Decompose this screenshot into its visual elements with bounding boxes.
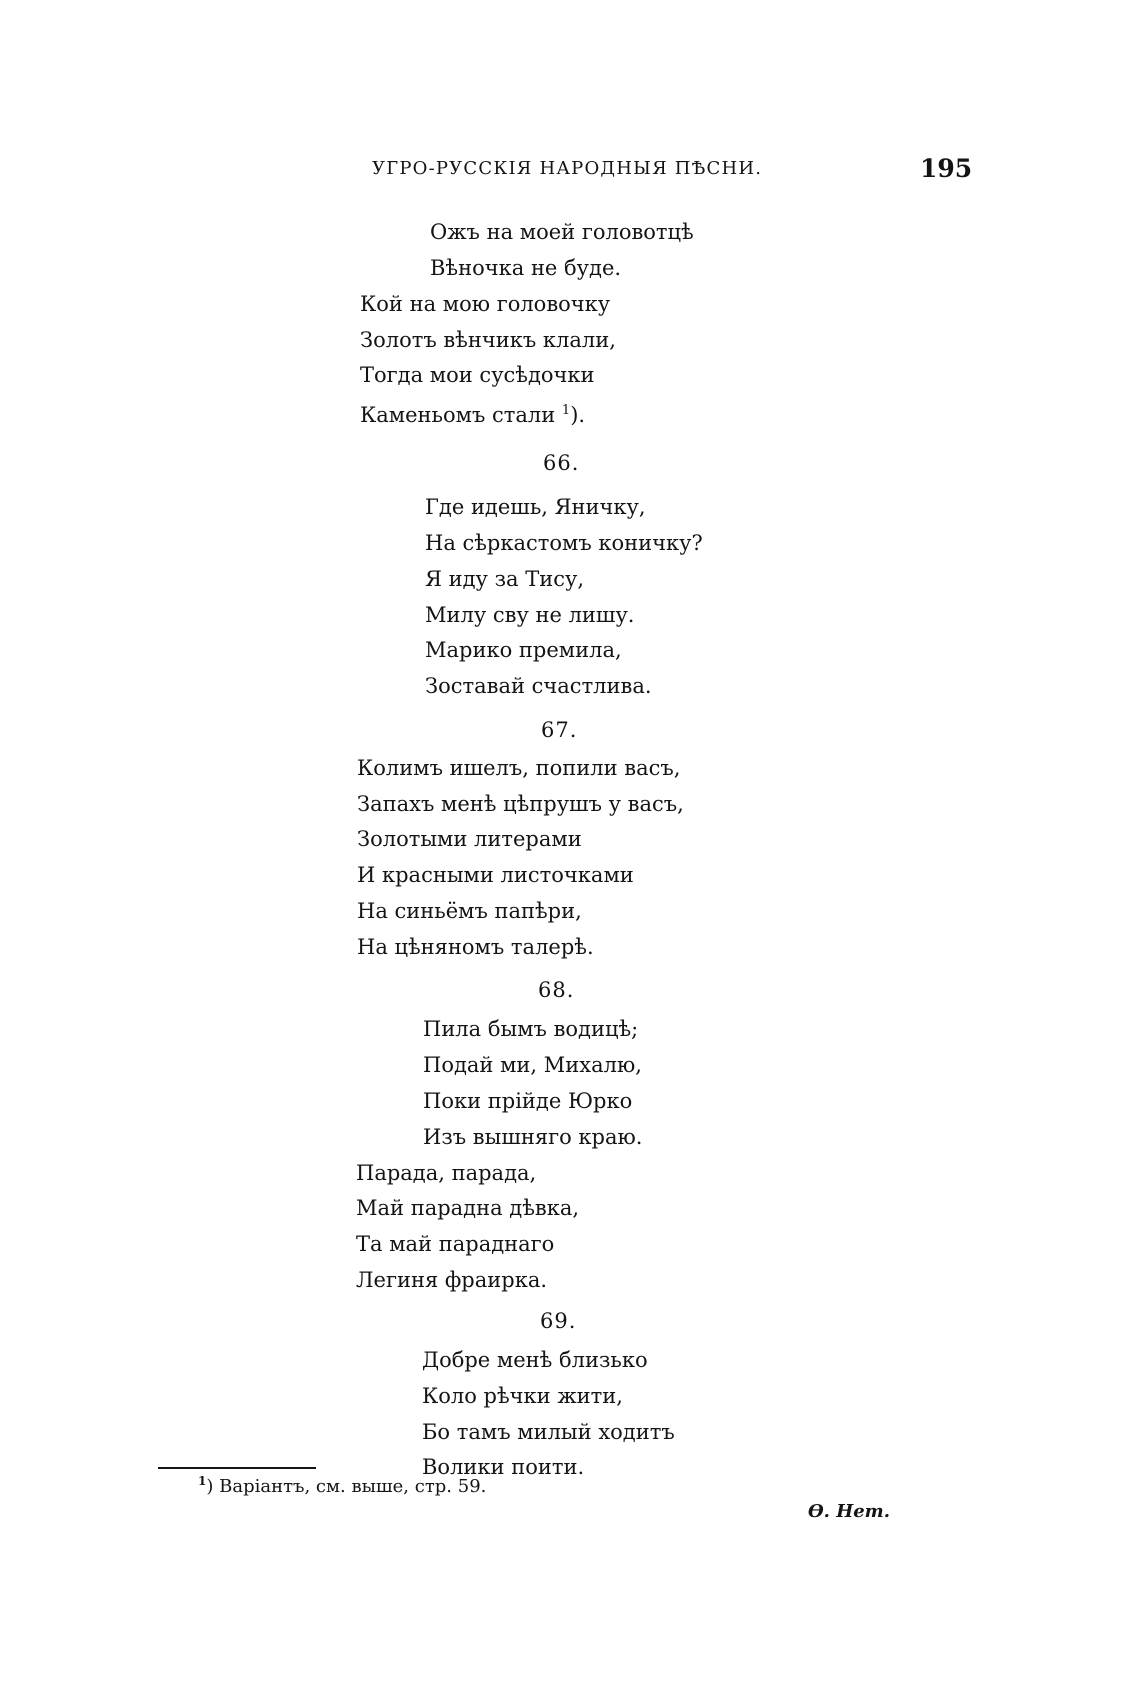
footnote-text: ) Варіантъ, см. выше, стр. 59. [206,1476,487,1497]
verse-line: Я иду за Тису, [425,567,585,591]
verse-line: Добре менѣ близько [422,1348,648,1372]
verse-line: Кой на мою головочку [360,292,611,316]
verse-line-text: Каменьомъ стали [360,403,556,427]
verse-line: Волики поити. [422,1455,585,1479]
printer-signature: Ѳ. Нет. [808,1501,890,1522]
song-number: 69. [540,1309,577,1333]
verse-line: Парада, парада, [356,1161,537,1185]
verse-line: Легиня фраирка. [356,1268,548,1292]
verse-line: Поки прійде Юрко [423,1089,633,1113]
song-number: 68. [538,978,575,1002]
verse-line: Ожъ на моей головотцѣ [430,220,694,244]
verse-line: Золотыми литерами [357,827,582,851]
verse-line: На сѣркастомъ коничку? [425,531,703,555]
verse-line: Коло рѣчки жити, [422,1384,623,1408]
footnote [198,1474,486,1497]
verse-line: Изъ вышняго краю. [423,1125,643,1149]
verse-line: Марико премила, [425,638,622,662]
verse-line: Тогда мои сусѣдочки [360,363,595,387]
verse-line: Пила бымъ водицѣ; [423,1017,639,1041]
verse-line: Запахъ менѣ цѣпрушъ у васъ, [357,792,684,816]
verse-line: Подай ми, Михалю, [423,1053,642,1077]
footnote-reference: 1 [561,403,571,418]
verse-line: Май парадна дѣвка, [356,1196,580,1220]
song-number: 67. [541,718,578,742]
verse-line: Та май параднаго [356,1232,555,1256]
verse-line: Зоставай счастлива. [425,674,652,698]
footnote-marker: 1 [198,1474,207,1488]
verse-line-with-footnote [360,398,585,428]
verse-line: Бо тамъ милый ходитъ [422,1420,675,1444]
verse-line: На цѣняномъ талерѣ. [357,935,594,959]
song-number: 66. [543,451,580,475]
page-number: 195 [920,154,973,183]
verse-line: Милу сву не лишу. [425,603,635,627]
running-title: УГРО-РУССКІЯ НАРОДНЫЯ ПѢСНИ. [372,158,763,179]
verse-line: Колимъ ишелъ, попили васъ, [357,756,681,780]
verse-line: Вѣночка не буде. [430,256,622,280]
verse-line-tail: ). [570,403,586,427]
verse-line: На синьёмъ папѣри, [357,899,582,923]
footnote-divider [158,1467,316,1469]
verse-line: Где идешь, Яничку, [425,495,646,519]
verse-line: И красными листочками [357,863,634,887]
verse-line: Золотъ вѣнчикъ клали, [360,328,616,352]
